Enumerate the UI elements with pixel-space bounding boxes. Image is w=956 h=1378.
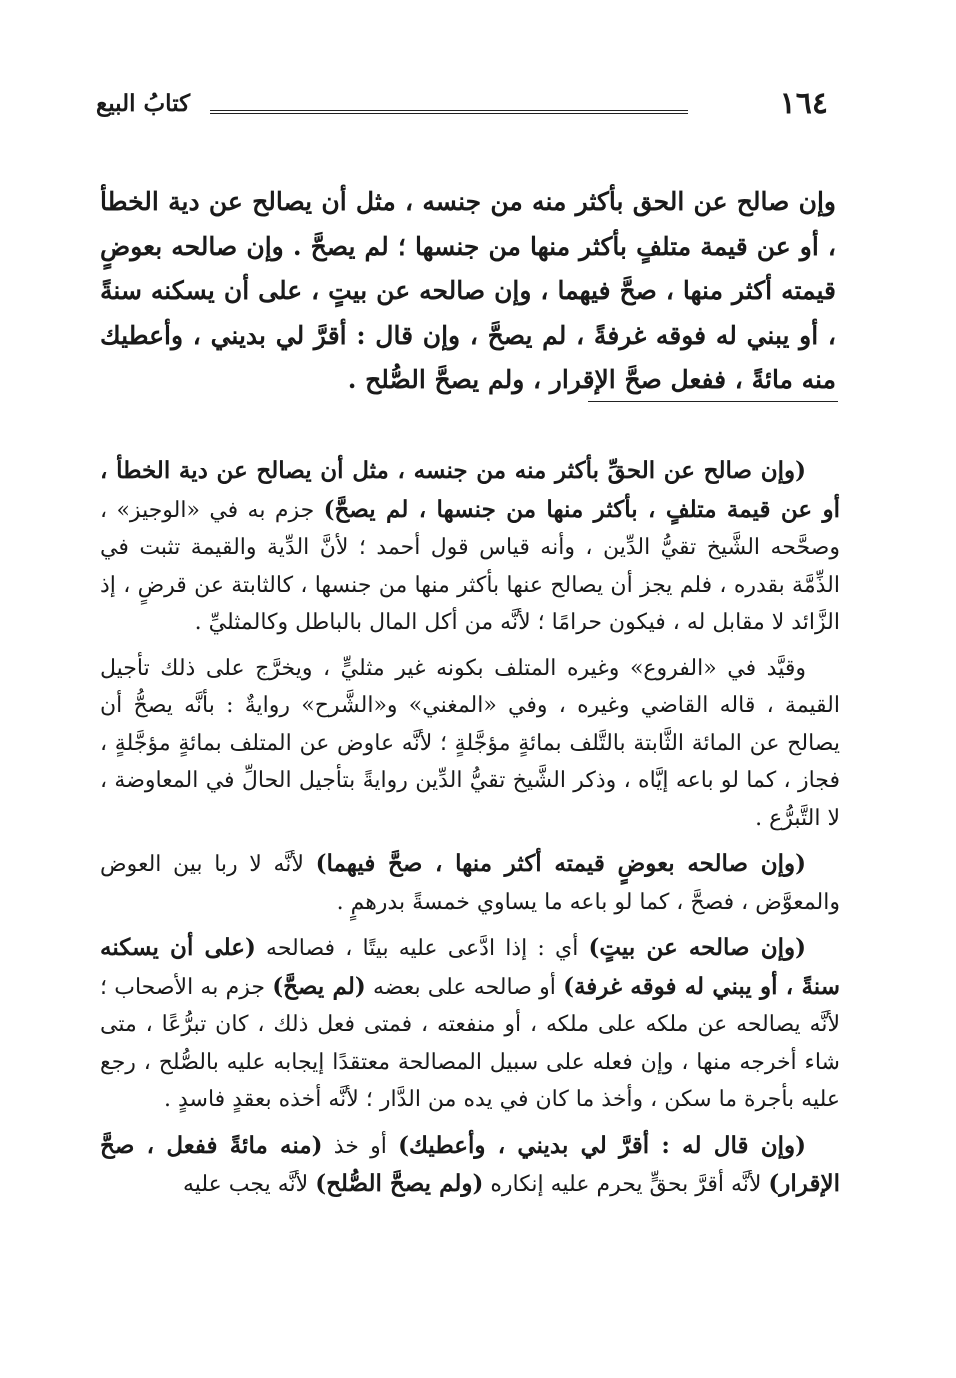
- quoted-matn: (وإن صالح عن الحقِّ بأكثر منه من جنسه ، مثل أن يصالح عن دية الخطأ ، أو عن قيمة متلفٍ ، بأكثر منها من جنسها ، لم يصحَّ): [100, 457, 840, 523]
- commentary-text: أو صالحه على بعضه: [365, 974, 564, 1000]
- commentary: [100, 452, 840, 1212]
- page-number: ١٦٤: [779, 86, 828, 121]
- running-title: كتابُ البيع: [96, 90, 191, 117]
- commentary-text: لأنَّه يجب عليه: [182, 1172, 316, 1197]
- quoted-matn: (وإن صالحه عن بيتٍ): [588, 934, 806, 961]
- header-rule: [210, 110, 688, 114]
- quoted-matn: (منه مائةً ففعل ، صحَّ الإقرار): [100, 1131, 840, 1197]
- quoted-matn: (على أن يسكنه سنةً ، أو يبني له فوقه غرفة): [100, 934, 840, 1000]
- commentary-paragraph-3: [100, 845, 840, 921]
- commentary-paragraph-4: [100, 929, 840, 1119]
- quoted-matn: (لم يصحَّ): [272, 972, 366, 1000]
- footnote-separator: [588, 401, 838, 402]
- commentary-text: أو خذ: [322, 1133, 399, 1159]
- matn-text: وإن صالح عن الحق بأكثر منه من جنسه ، مثل أن يصالح عن دية الخطأ ، أو عن قيمة متلفٍ بأكثر منها من جنسها ؛ لم يصحَّ . وإن صالحه بعوضٍ قيمته أكثر منها ، صحَّ فيهما ، وإن صالحه عن بيتٍ ، على أن يسكنه سنةً ، أو يبني له فوقه غرفةً ، لم يصحَّ ، وإن قال : أقرَّ لي بديني ، وأعطيك منه مائةً ، ففعل صحَّ الإقرار ، ولم يصحَّ الصُّلح .: [100, 187, 836, 394]
- commentary-text: لأنَّه أقرَّ بحقٍّ يحرم عليه إنكاره: [483, 1172, 769, 1197]
- commentary-paragraph-1: [100, 452, 840, 642]
- commentary-text: جزم به الأصحاب ؛ لأنَّه يصالحه عن ملكه على ملكه ، أو منفعته ، فمتى فعل ذلك ، كان تبرُّعًا ، متى شاء أخرجه منها ، وإن فعله على سبيل المصالحة معتقدًا إيجابه عليه بالصُّلح ، رجع عليه بأجرة ما سكن ، وأخذ ما كان في يده من الدَّار ؛ لأنَّه أخذه بعقدٍ فاسدٍ .: [100, 974, 840, 1112]
- quoted-matn: (وإن قال له : أقرَّ لي بديني ، وأعطيك): [398, 1131, 806, 1159]
- page-header: [96, 84, 836, 132]
- quoted-matn: (ولم يصحَّ الصُّلح): [315, 1170, 484, 1197]
- quoted-matn: (وإن صالحه بعوضٍ قيمته أكثر منها ، صحَّ فيهما): [315, 850, 806, 877]
- commentary-text: لأنَّه لا ربا بين العوض والمعوَّض ، فصحَّ ، كما لو باعه ما يساوي خمسةً بدرهمٍ .: [100, 852, 840, 915]
- commentary-text: جزم به في «الوجيز» ، وصحَّحه الشَّيخ تقيُّ الدِّين ، وأنه قياس قول أحمد ؛ لأنَّ الدِّية والقيمة تثبت في الذِّمَّة بقدره ، فلم يجز أن يصالح عنها بأكثر منها من جنسها ، كالثابتة عن قرضٍ ، إذ الزَّائد لا مقابل له ، فيكون حرامًا ؛ لأنَّه من أكل المال بالباطل وكالمثليِّ .: [100, 497, 840, 635]
- commentary-text: أي : إذا ادَّعى عليه بيتًا ، فصالحه: [255, 936, 589, 961]
- commentary-paragraph-5: [100, 1127, 840, 1204]
- commentary-paragraph-2: وقيَّد في «الفروع» وغيره المتلف بكونه غير مثليٍّ ، ويخرَّج على ذلك تأجيل القيمة ، قاله القاضي وغيره ، وفي «المغني» و«الشَّرح» روايةٌ : بأنَّه يصحُّ أن يصالح عن المائة الثَّابتة بالتَّلف بمائةٍ مؤجَّلةٍ ؛ لأنَّه عاوض عن المتلف بمائةٍ مؤجَّلةٍ ، فجاز ، كما لو باعه إيَّاه ، وذكر الشَّيخ تقيُّ الدِّين روايةً بتأجيل الحالِّ في المعاوضة ، لا التَّبرُّع .: [100, 655, 840, 831]
